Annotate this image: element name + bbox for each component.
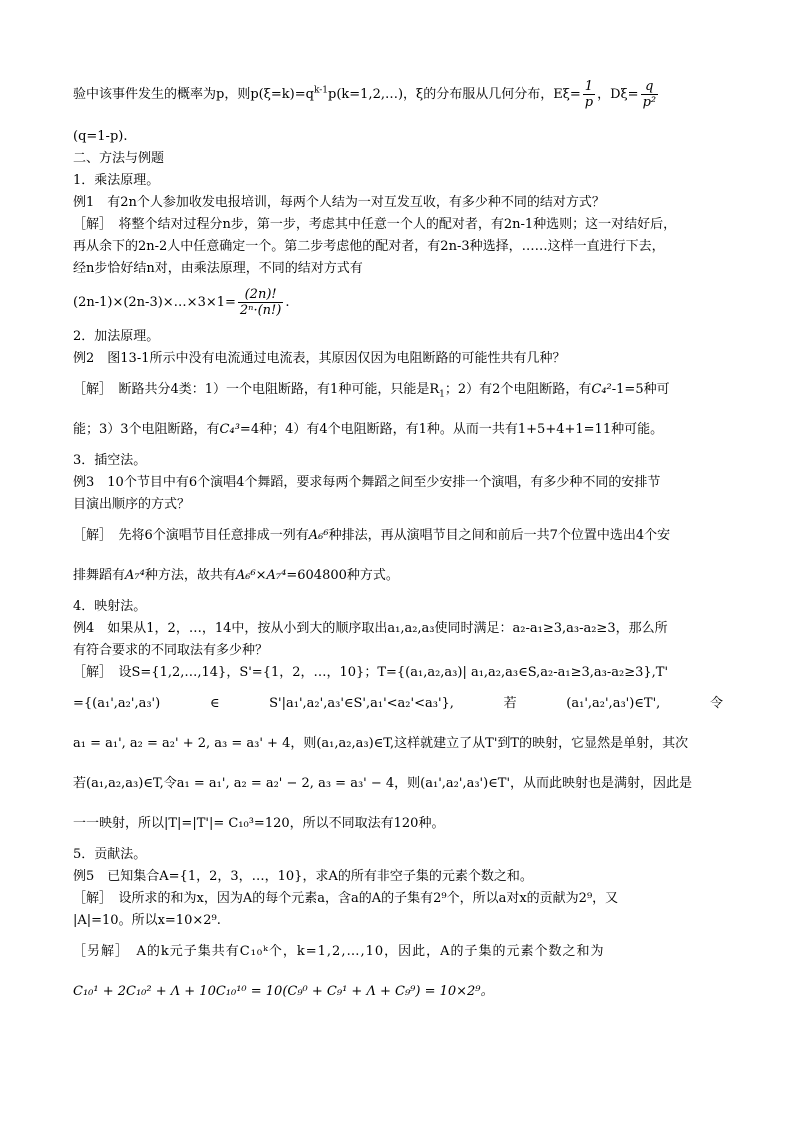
s3-example-2: 目演出顺序的方式？ <box>73 497 191 512</box>
s5-title: 5．贡献法。 <box>73 847 147 862</box>
section-heading: 二、方法与例题 <box>73 151 165 166</box>
fraction-variance: $\frac{q}{\text{p²}}$ <box>642 79 657 110</box>
s4-solution-3: a₁ = a₁', a₂ = a₂' + 2, a₃ = a₃' + 4，则(a₁,a₂,a₃)∈T,这样就建立了从T'到T的映射，它显然是单射，其次 <box>73 736 689 751</box>
s1-title: 1．乘法原理。 <box>73 173 160 188</box>
s4-solution-5: 一一映射，所以|T|=|T'|= C₁₀³=120，所以不同取法有120种。 <box>73 816 445 831</box>
s1-solution-2: 再从余下的2n-2人中任意确定一个。第二步考虑他的配对者，有2n-3种选择，……这样一直进行下去， <box>73 239 665 254</box>
s5-solution-1: ［解］ 设所求的和为x，因为A的每个元素a，含a的A的子集有2⁹个，所以a对x的贡献为2⁹，又 <box>73 891 619 906</box>
s1-example: 例1 有2n个人参加收发电报培训，每两个人结为一对互发互收，有多少种不同的结对方式？ <box>73 195 605 210</box>
s3-solution-1: ［解］ 先将6个演唱节目任意排成一列有A₆⁶种排法，再从演唱节目之间和前后一共7个位置中选出4个安 <box>73 528 671 543</box>
s4-solution-4: 若(a₁,a₂,a₃)∈T,令a₁ = a₁', a₂ = a₂' − 2, a₃ = a₃' − 4，则(a₁',a₂',a₃')∈T'，从而此映射也是满射，因此是 <box>73 776 693 791</box>
s1-solution-3: 经n步恰好结n对，由乘法原理，不同的结对方式有 <box>73 261 363 276</box>
s4-solution-2: ={(a₁',a₂',a₃') ∈ S'|a₁',a₂',a₃'∈S',a₁'<a₂'<a₃'}, 若 (a₁',a₂',a₃')∈T', 令 <box>73 696 723 711</box>
s5-alt-solution-2: C₁₀¹ + 2C₁₀² + Λ + 10C₁₀¹⁰ = 10(C₉⁰ + C₉¹ + Λ + C₉⁹) = 10×2⁹。 <box>73 984 494 999</box>
intro-text-c: ，Dξ= <box>597 87 639 102</box>
intro-line-1 <box>73 72 723 118</box>
s4-example-1: 例4 如果从1，2，…，14中，按从小到大的顺序取出a₁,a₂,a₃使同时满足：a₂-a₁≥3,a₃-a₂≥3，那么所 <box>73 621 668 636</box>
s5-solution-2: |A|=10。所以x=10×2⁹. <box>73 913 221 928</box>
s5-example: 例5 已知集合A={1，2，3，…，10}，求A的所有非空子集的元素个数之和。 <box>73 869 533 884</box>
s2-example: 例2 图13-1所示中没有电流通过电流表，其原因仅因为电阻断路的可能性共有几种？ <box>73 351 566 366</box>
s4-example-2: 有符合要求的不同取法有多少种？ <box>73 643 269 658</box>
intro-sup: k-1 <box>313 85 328 96</box>
s2-title: 2．加法原理。 <box>73 329 160 344</box>
intro-text-a: 验中该事件发生的概率为p，则p(ξ=k)=q <box>73 87 314 102</box>
fraction-pairings: $\frac{(2n)!}{\text{2ⁿ·(n!)}}$ <box>239 287 282 318</box>
intro-line-2: (q=1-p). <box>73 129 128 144</box>
s3-solution-2: 排舞蹈有A₇⁴种方法，故共有A₆⁶×A₇⁴=604800种方式。 <box>73 568 399 583</box>
s4-title: 4．映射法。 <box>73 599 147 614</box>
s2-solution-1: ［解］ 断路共分4类：1）一个电阻断路，有1种可能，只能是$R_1$；2）有2个电阻断路，有C₄²-1=5种可 <box>73 382 670 400</box>
s3-title: 3．插空法。 <box>73 453 147 468</box>
s4-solution-1: ［解］ 设S={1,2,…,14}，S'={1，2，…，10}；T={(a₁,a₂,a₃)| a₁,a₂,a₃∈S,a₂-a₁≥3,a₃-a₂≥3},T' <box>73 665 669 680</box>
s2-solution-2: 能；3）3个电阻断路，有C₄³=4种；4）有4个电阻断路，有1种。从而一共有1+5+4+1=11种可能。 <box>73 422 664 437</box>
s5-alt-solution-1: ［另解］ A的k元子集共有C₁₀ᵏ个，k=1,2,…,10，因此，A的子集的元素个数之和为 <box>73 944 605 959</box>
intro-text-b: p(k=1,2,…)，ξ的分布服从几何分布，Eξ= <box>328 87 581 102</box>
s1-solution-1: ［解］ 将整个结对过程分n步，第一步，考虑其中任意一个人的配对者，有2n-1种选则；这一对结好后， <box>73 217 677 232</box>
s3-example-1: 例3 10个节目中有6个演唱4个舞蹈，要求每两个舞蹈之间至少安排一个演唱，有多少种不同的安排节 <box>73 475 661 490</box>
document-page <box>73 72 723 1012</box>
fraction-expectation: $\frac{1}{p}$ <box>584 79 594 110</box>
s1-formula: (2n-1)×(2n-3)×…×3×1= $\frac{(2n)!}{\text{2ⁿ·(n!)}}$ . <box>73 287 290 318</box>
